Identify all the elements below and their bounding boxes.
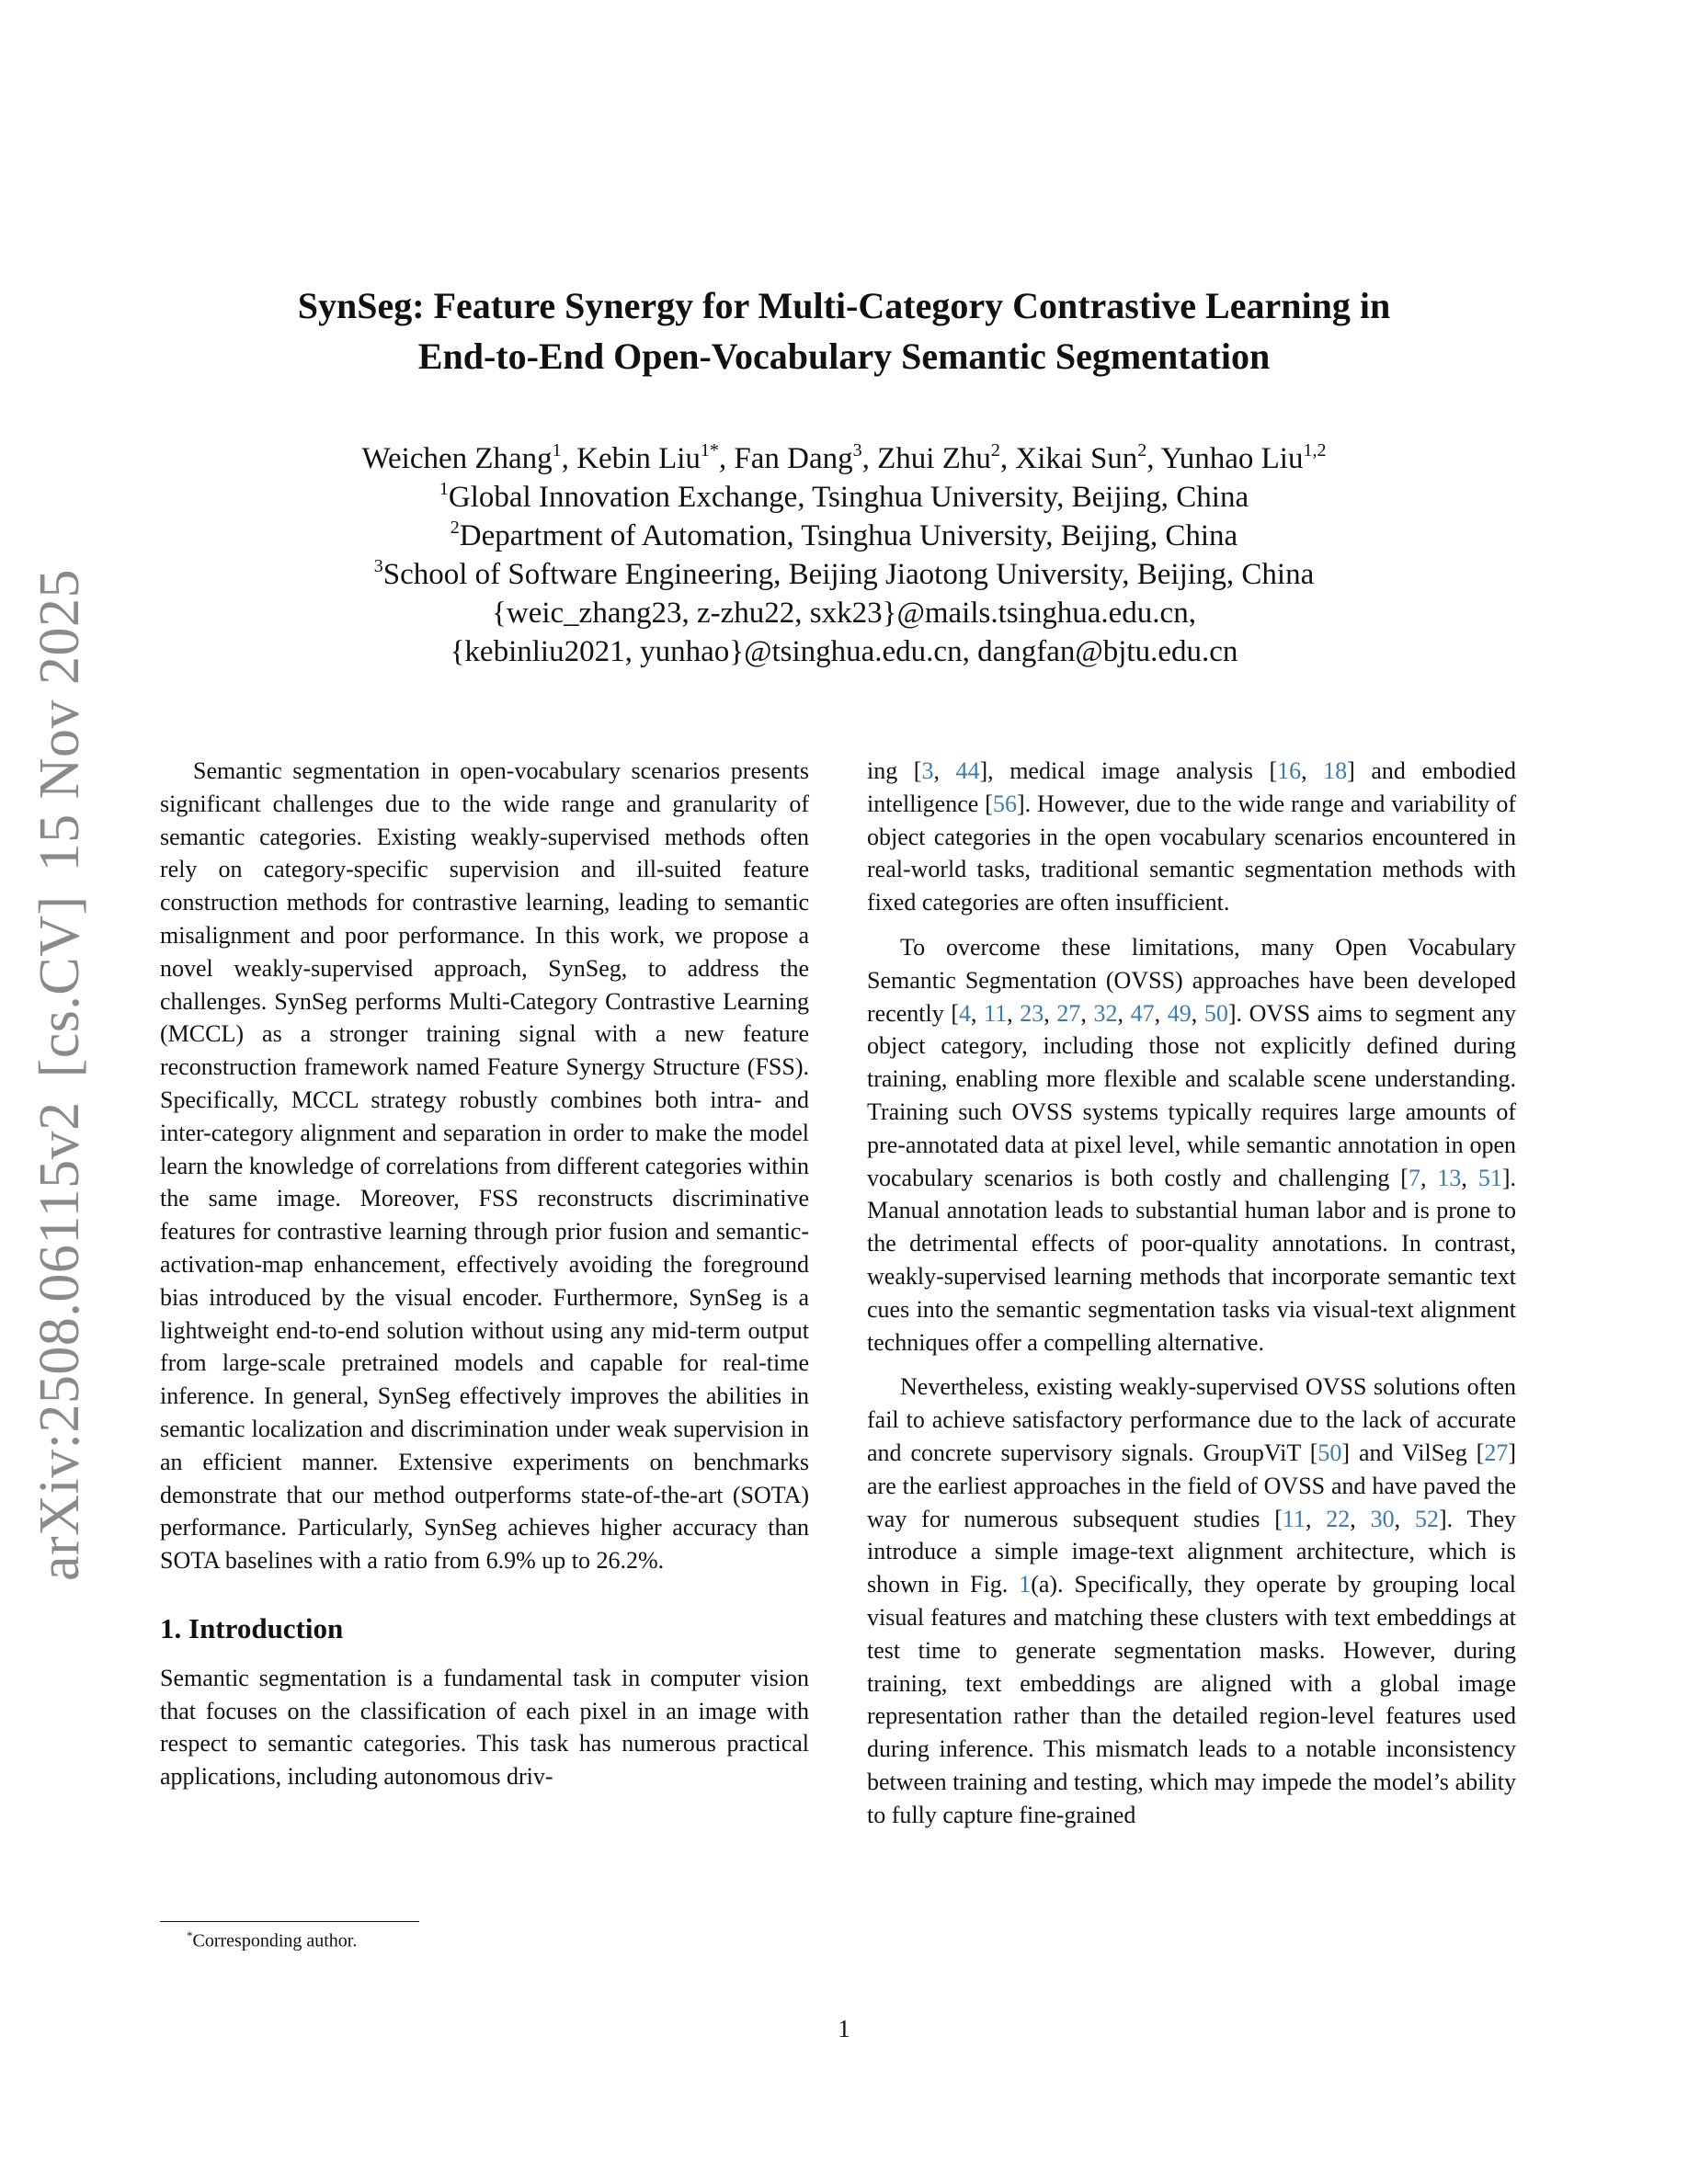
paper-title [0,280,1688,381]
email-line-2: {kebinliu2021, yunhao}@tsinghua.edu.cn, dangfan@bjtu.edu.cn [450,635,1238,668]
arxiv-category: [cs.CV] [29,895,91,1078]
citation-link[interactable]: 32 [1093,999,1118,1027]
citation-link[interactable]: 56 [992,790,1017,817]
author-name: Kebin Liu [576,442,701,475]
citation-link[interactable]: 3 [921,757,934,784]
affiliation-number: 3 [373,556,383,576]
author-affiliation-mark: 2 [990,440,1000,461]
abstract: Semantic segmentation in open-vocabulary scenarios presents significant challenges due to the wide range and granularity of semantic categories. Existing weakly-supervised methods often rely on category-specific supervision and ill-suited feature construction methods for contrastive learning, leading to semantic misalignment and poor performance. In this work, we propose a novel weakly-supervised approach, SynSeg, to address the challenges. SynSeg performs Multi-Category Contrastive Learning (MCCL) as a stronger training signal with a new feature reconstruction framework named Feature Synergy Structure (FSS). Specifically, MCCL strategy robustly combines both intra- and inter-category alignment and separation in order to make the model learn the knowledge of correlations from different categories within the same image. Moreover, FSS reconstructs discriminative features for contrastive learning through prior fusion and semantic-activation-map enhancement, effectively avoiding the foreground bias introduced by the visual encoder. Furthermore, SynSeg is a lightweight end-to-end solution without using any mid-term output from large-scale pretrained models and capable for real-time inference. In general, SynSeg effectively improves the abilities in semantic localization and discrimination under weak supervision in an efficient manner. Extensive experiments on benchmarks demonstrate that our method outperforms state-of-the-art (SOTA) performance. Particularly, SynSeg achieves higher accuracy than SOTA baselines with a ratio from 6.9% up to 26.2%. [160,757,809,1575]
title-line-2: End-to-End Open-Vocabulary Semantic Segmentation [417,336,1271,377]
section-heading-introduction: 1. Introduction [160,1611,344,1644]
citation-link[interactable]: 16 [1277,757,1302,784]
citation-link[interactable]: 18 [1323,757,1348,784]
citation-link[interactable]: 13 [1437,1164,1462,1191]
author-affiliation-mark: 2 [1137,440,1147,461]
page-number: 1 [838,2015,850,2042]
citation-link[interactable]: 27 [1484,1439,1509,1466]
author-separator: , [861,442,878,475]
author-affiliation-mark: 1 [552,440,562,461]
affiliation-1 [0,478,1688,517]
author-name: Xikai Sun [1015,442,1138,475]
affiliation-3 [0,555,1688,594]
affiliation-text: Department of Automation, Tsinghua University, Beijing, China [459,519,1238,552]
author-affiliation-mark: 1* [700,440,719,461]
affiliation-text: Global Innovation Exchange, Tsinghua University, Beijing, China [448,481,1249,514]
intro-paragraph-continued: ing [3, 44], medical image analysis [16, 18] and embodied intelligence [56]. However, due to the wide range and variability of object categories in the open vocabulary scenarios encountered in real-world tasks, traditional semantic segmentation methods with fixed categories are often insufficient. [867,757,1517,916]
arxiv-date: 15 Nov 2025 [29,569,91,872]
citation-link[interactable]: 1 [1019,1571,1032,1598]
author-block [0,439,1688,671]
left-column [160,755,809,1793]
affiliation-number: 1 [439,479,449,499]
intro-paragraph-ovss: To overcome these limitations, many Open Vocabulary Semantic Segmentation (OVSS) approaches have been developed recently [4, 11, 23, 27, 32, 47, 49, 50]. OVSS aims to segment any object category, including those not explicitly defined during training, enabling more flexible and scalable scene understanding. Training such OVSS systems typically requires large amounts of pre-annotated data at pixel level, while semantic annotation in open vocabulary scenarios is both costly and challenging [7, 13, 51]. Manual annotation leads to substantial human labor and is prone to the detrimental effects of poor-quality annotations. In contrast, weakly-supervised learning methods that incorporate semantic text cues into the semantic segmentation tasks via visual-text alignment techniques offer a compelling alternative. [867,933,1516,1356]
citation-link[interactable]: 44 [955,757,980,784]
intro-paragraph-1: Semantic segmentation is a fundamental task in computer vision that focuses on the classification of each pixel in an image with respect to semantic categories. This task has numerous practical applications, including autonomous driv- [160,1664,809,1791]
citation-link[interactable]: 52 [1415,1505,1440,1532]
footnote-corresponding-author [187,1928,357,1952]
email-line-1: {weic_zhang23, z-zhu22, sxk23}@mails.tsinghua.edu.cn, [492,597,1196,630]
affiliation-text: School of Software Engineering, Beijing Jiaotong University, Beijing, China [382,558,1315,591]
author-name: Fan Dang [734,442,853,475]
footnote-text: Corresponding author. [192,1930,358,1951]
intro-paragraph-weakly-supervised: Nevertheless, existing weakly-supervised OVSS solutions often fail to achieve satisfactory performance due to the lack of accurate and concrete supervisory signals. GroupViT [50] and VilSeg [27] are the earliest approaches in the field of OVSS and have paved the way for numerous subsequent studies [11, 22, 30, 52]. They introduce a simple image-text alignment architecture, which is shown in Fig. 1(a). Specifically, they operate by grouping local visual features and matching these clusters with text embeddings at test time to generate segmentation masks. However, during training, text embeddings are aligned with a global image representation rather than the detailed region-level features used during inference. This mismatch leads to a notable inconsistency between training and testing, which may impede the model’s ability to fully capture fine-grained [867,1373,1516,1828]
author-affiliation-mark: 3 [852,440,862,461]
citation-link[interactable]: 23 [1020,999,1044,1027]
right-column [867,755,1516,1832]
affiliation-number: 2 [450,518,460,538]
author-separator: , [718,442,735,475]
citation-link[interactable]: 22 [1326,1505,1351,1532]
citation-link[interactable]: 49 [1167,999,1192,1027]
author-name: Yunhao Liu [1160,442,1304,475]
arxiv-identifier-stamp [28,545,93,1581]
citation-link[interactable]: 7 [1408,1164,1420,1191]
citation-link[interactable]: 47 [1130,999,1155,1027]
author-affiliation-mark: 1,2 [1303,440,1327,461]
author-list [0,439,1688,478]
arxiv-id: arXiv:2508.06115v2 [29,1101,91,1581]
citation-link[interactable]: 30 [1370,1505,1395,1532]
author-name: Weichen Zhang [361,442,553,475]
footnote-marker: * [187,1928,193,1942]
citation-link[interactable]: 50 [1203,999,1228,1027]
citation-link[interactable]: 51 [1477,1164,1502,1191]
footnote-divider [160,1921,419,1922]
citation-link[interactable]: 4 [959,999,971,1027]
author-separator: , [999,442,1016,475]
author-separator: , [1146,442,1161,475]
title-line-1: SynSeg: Feature Synergy for Multi-Category Contrastive Learning in [297,285,1391,326]
author-separator: , [561,442,577,475]
affiliation-2 [0,517,1688,555]
citation-link[interactable]: 27 [1056,999,1081,1027]
citation-link[interactable]: 50 [1317,1439,1342,1466]
citation-link[interactable]: 11 [1282,1505,1306,1532]
citation-link[interactable]: 11 [984,999,1008,1027]
author-name: Zhui Zhu [877,442,991,475]
